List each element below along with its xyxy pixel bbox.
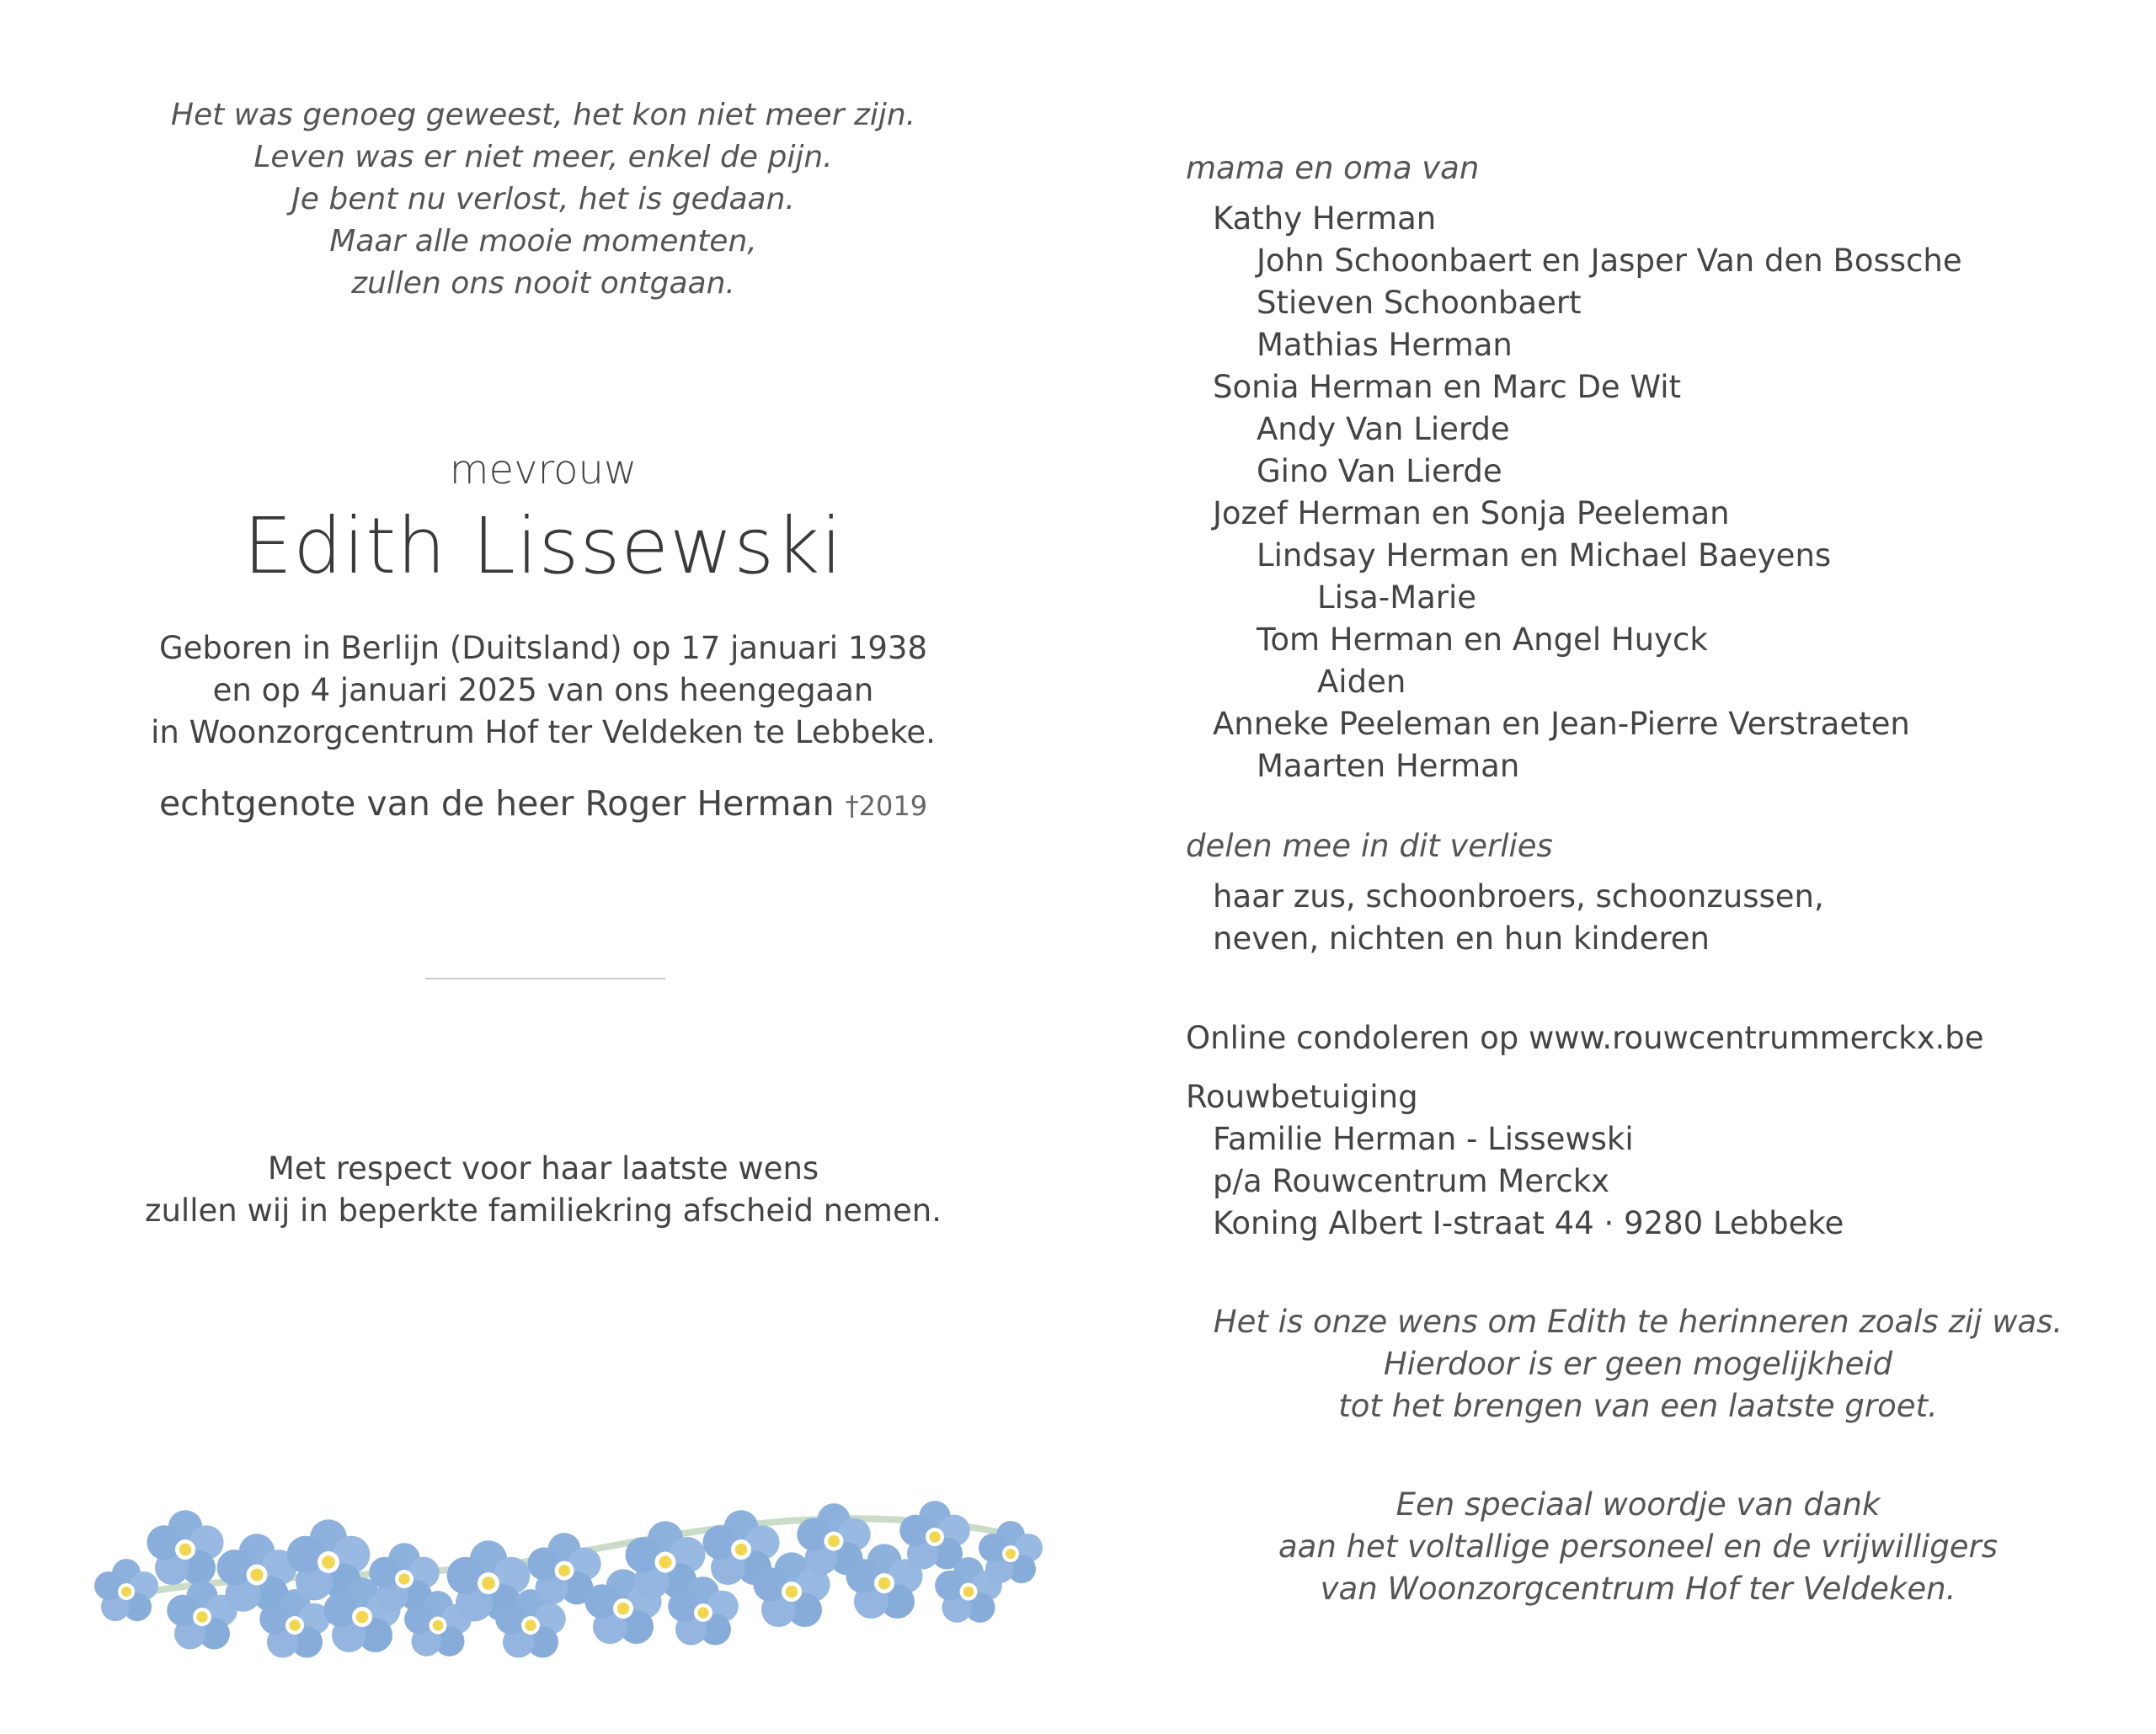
family-section (1186, 147, 1962, 787)
wish-line: Het is onze wens om Edith te herinneren zoals zij was. (1213, 1304, 2063, 1340)
thanks-note (1179, 1484, 2097, 1610)
online-condolence: Online condoleren op www.rouwcentrummerckx.be (1186, 1020, 1984, 1056)
family-member: Mathias Herman (1257, 327, 1513, 363)
birth-line: Geboren in Berlijn (Duitsland) op 17 januari 1938 (158, 630, 928, 666)
wish-line: tot het brengen van een laatste groet. (1338, 1388, 1938, 1424)
respect-line: Met respect voor haar laatste wens (267, 1150, 819, 1187)
poem-line: Je bent nu verlost, het is gedaan. (291, 182, 795, 216)
deceased-name: Edith Lissewski (243, 501, 843, 591)
birth-info (118, 627, 969, 754)
thanks-line: van Woonzorgcentrum Hof ter Veldeken. (1320, 1571, 1956, 1607)
wish-line: Hierdoor is er geen mogelijkheid (1383, 1346, 1893, 1382)
address-line: Koning Albert I-straat 44 · 9280 Lebbeke (1213, 1205, 1844, 1241)
forget-me-not-flowers-image (76, 1373, 1053, 1676)
family-list (1186, 198, 1962, 787)
family-heading: mama en oma van (1186, 150, 1480, 186)
family-member: Anneke Peeleman en Jean-Pierre Verstraeten (1213, 706, 1910, 742)
family-member: Maarten Herman (1257, 748, 1520, 784)
family-member: Stieven Schoonbaert (1257, 285, 1582, 321)
poem-line: Leven was er niet meer, enkel de pijn. (253, 140, 833, 174)
family-member: Aiden (1317, 664, 1406, 700)
address-line: p/a Rouwcentrum Merckx (1213, 1163, 1610, 1199)
address-section (1186, 1076, 1844, 1245)
thanks-line: Een speciaal woordje van dank (1396, 1486, 1881, 1523)
divider (425, 978, 665, 979)
family-member: Kathy Herman (1213, 200, 1437, 237)
spouse-line (118, 783, 969, 824)
address-heading: Rouwbetuiging (1186, 1079, 1418, 1115)
family-member: Sonia Herman en Marc De Wit (1213, 369, 1682, 405)
poem-line: Maar alle mooie momenten, (329, 224, 757, 259)
family-member: Lisa-Marie (1317, 579, 1477, 616)
family-member: Tom Herman en Angel Huyck (1257, 622, 1708, 658)
share-section (1186, 825, 1824, 960)
share-heading: delen mee in dit verlies (1186, 828, 1553, 864)
respect-note (118, 1148, 969, 1232)
share-line: haar zus, schoonbroers, schoonzussen, (1213, 878, 1824, 915)
address-line: Familie Herman - Lissewski (1213, 1121, 1634, 1157)
share-line: neven, nichten en hun kinderen (1213, 920, 1710, 957)
deceased-title: mevrouw (449, 446, 638, 494)
family-member: Lindsay Herman en Michael Baeyens (1257, 537, 1832, 574)
respect-line: zullen wij in beperkte familiekring afscheid nemen. (145, 1192, 942, 1229)
poem-line: zullen ons nooit ontgaan. (351, 266, 735, 301)
spouse-death-year: †2019 (845, 790, 928, 822)
thanks-line: aan het voltallige personeel en de vrijwilligers (1278, 1529, 1999, 1565)
spouse-text: echtgenote van de heer Roger Herman (158, 783, 835, 824)
family-member: John Schoonbaert en Jasper Van den Bossche (1257, 243, 1962, 279)
family-member: Gino Van Lierde (1257, 453, 1502, 489)
birth-line: en op 4 januari 2025 van ons heengegaan (212, 672, 874, 708)
poem (118, 94, 969, 305)
family-member: Andy Van Lierde (1257, 411, 1510, 447)
family-member: Jozef Herman en Sonja Peeleman (1213, 495, 1730, 531)
poem-line: Het was genoeg geweest, het kon niet meer zijn. (170, 98, 916, 132)
wish-note (1179, 1301, 2097, 1427)
birth-line: in Woonzorgcentrum Hof ter Veldeken te Lebbeke. (151, 714, 936, 750)
